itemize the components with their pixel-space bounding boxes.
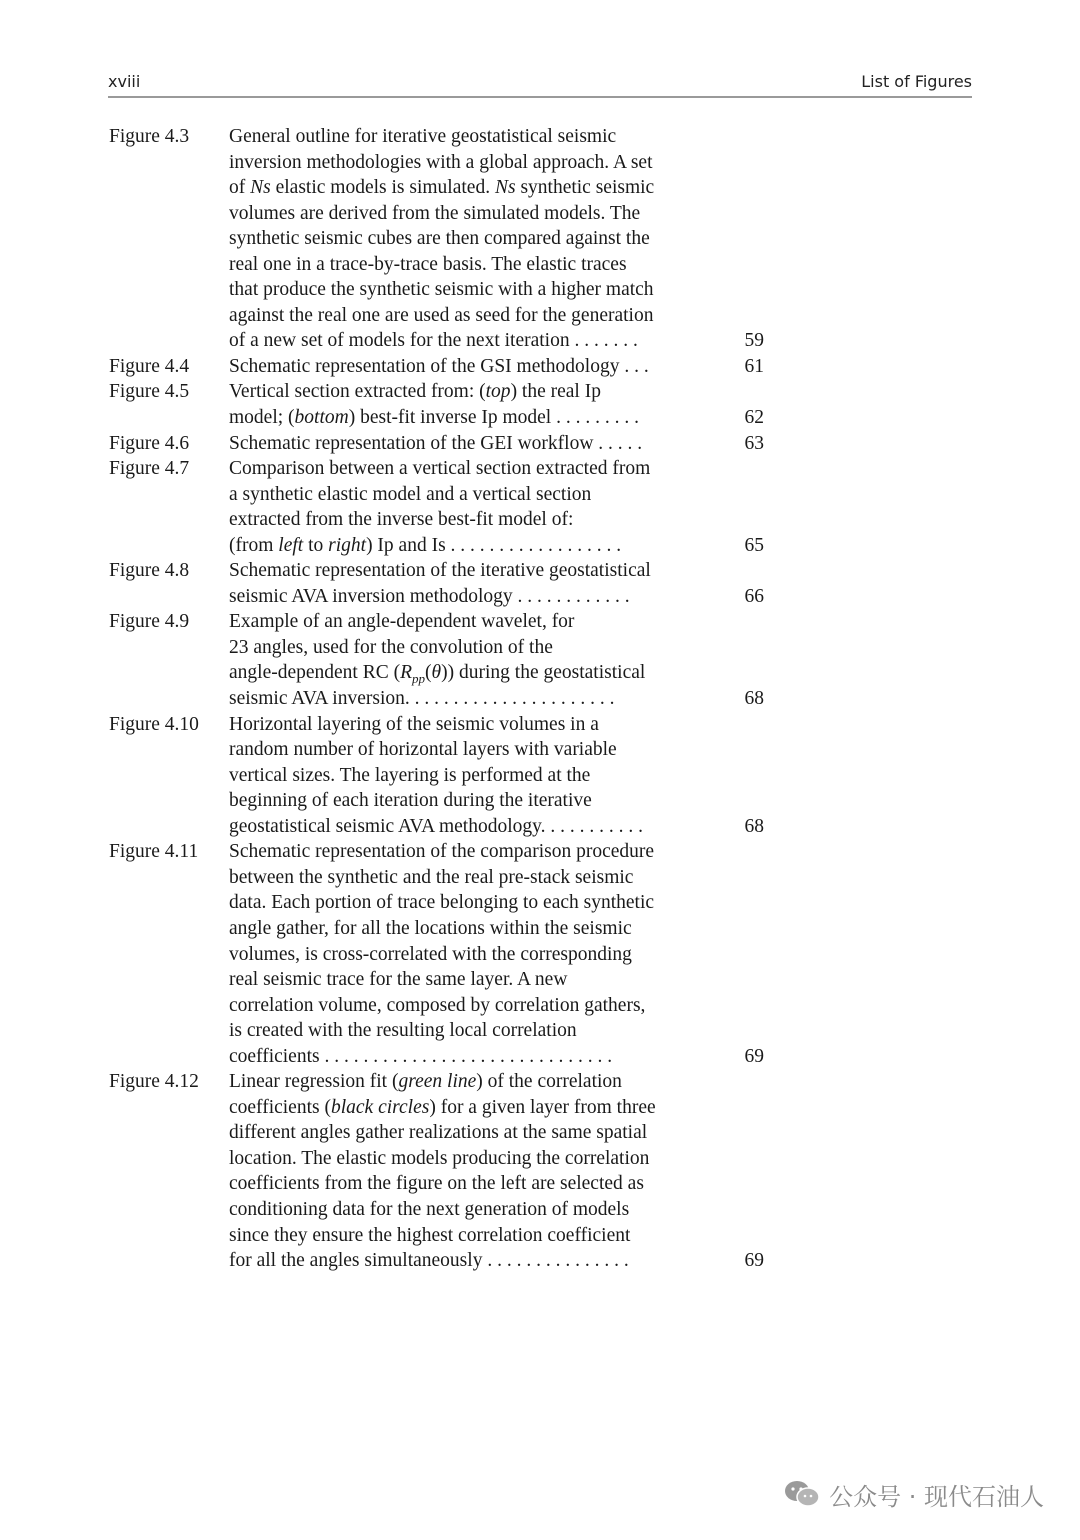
figure-caption-text <box>229 456 699 482</box>
caption-segment: conditioning data for the next generation of models <box>229 1198 630 1220</box>
dot-leader: . . . . . . . <box>569 330 638 352</box>
figure-caption-text <box>229 1120 699 1146</box>
caption-segment: ) of the correlation <box>476 1071 622 1093</box>
caption-segment: θ <box>431 662 442 684</box>
caption-segment: real seismic trace for the same layer. A new <box>229 969 568 991</box>
caption-segment: ) Ip and Is <box>366 534 446 556</box>
caption-segment: ) the real Ip <box>510 381 601 403</box>
caption-segment: (from <box>229 534 279 556</box>
caption-segment: real one in a trace-by-trace basis. The elastic traces <box>229 253 627 275</box>
figure-page-number: 65 <box>744 534 764 556</box>
figure-entry-line <box>0 686 1080 712</box>
figure-caption-text <box>229 150 699 176</box>
caption-segment: volumes are derived from the simulated models. The <box>229 202 641 224</box>
figure-caption-text <box>229 328 699 354</box>
caption-segment: vertical sizes. The layering is performed at the <box>229 764 591 786</box>
figure-entry <box>0 456 1080 558</box>
figure-entry-line <box>0 584 1080 610</box>
figure-label: Figure 4.11 <box>109 841 199 863</box>
caption-segment: inversion methodologies with a global approach. A set <box>229 151 653 173</box>
figure-entry-line <box>0 763 1080 789</box>
caption-segment: Ns <box>250 177 271 199</box>
caption-segment: model; ( <box>229 407 295 429</box>
figure-page-number: 62 <box>744 407 764 429</box>
running-title: List of Figures <box>861 72 972 91</box>
watermark <box>783 1474 1044 1514</box>
caption-segment: R <box>400 662 413 684</box>
figure-entry-line <box>0 967 1080 993</box>
figure-caption-text <box>229 865 699 891</box>
figure-caption-text <box>229 993 699 1019</box>
figure-entry-line <box>0 1044 1080 1070</box>
caption-segment: bottom <box>294 407 349 429</box>
caption-segment: Horizontal layering of the seismic volumes in a <box>229 713 599 735</box>
caption-segment: pp <box>412 671 426 687</box>
figure-caption-text <box>229 252 699 278</box>
figure-label: Figure 4.4 <box>109 355 190 377</box>
figure-page-number: 68 <box>744 815 764 837</box>
figure-entry-line <box>0 814 1080 840</box>
caption-segment: 23 angles, used for the convolution of the <box>229 636 553 658</box>
caption-segment: random number of horizontal layers with variable <box>229 739 617 761</box>
caption-segment: ( <box>425 662 432 684</box>
dot-leader: . . . . . . . . . . . . . . . . . . <box>445 534 622 556</box>
figure-caption-text <box>229 635 699 661</box>
figure-caption-text <box>229 226 699 252</box>
figure-entry <box>0 431 1080 457</box>
caption-segment: green line <box>398 1071 477 1093</box>
figure-entry-line <box>0 1095 1080 1121</box>
figure-page-number: 69 <box>744 1250 764 1272</box>
figure-entry-line <box>0 124 1080 150</box>
figure-entry-line <box>0 303 1080 329</box>
caption-segment: Schematic representation of the comparison procedure <box>229 841 655 863</box>
caption-segment: since they ensure the highest correlation coefficient <box>229 1224 631 1246</box>
caption-segment: synthetic seismic cubes are then compared against the <box>229 228 650 250</box>
figure-entry-line <box>0 1120 1080 1146</box>
figure-caption-text <box>229 354 699 380</box>
figure-label: Figure 4.10 <box>109 713 199 735</box>
figure-entry-line <box>0 150 1080 176</box>
caption-segment: extracted from the inverse best-fit model of: <box>229 509 574 531</box>
caption-segment: for all the angles simultaneously <box>229 1250 483 1272</box>
figure-label: Figure 4.8 <box>109 560 190 582</box>
figure-caption-text <box>229 737 699 763</box>
figure-entry-line <box>0 507 1080 533</box>
caption-segment: angle-dependent RC ( <box>229 662 401 684</box>
figure-caption-text <box>229 686 699 712</box>
caption-segment: Schematic representation of the GEI workflow <box>229 432 594 454</box>
caption-segment: against the real one are used as seed for the generation <box>229 304 654 326</box>
figure-caption-text <box>229 788 699 814</box>
caption-segment: General outline for iterative geostatistical seismic <box>229 126 617 147</box>
figure-entry-line <box>0 737 1080 763</box>
caption-segment: ) for a given layer from three <box>429 1096 656 1118</box>
figure-entry <box>0 1069 1080 1273</box>
figure-entry-line <box>0 405 1080 431</box>
figure-entry-line <box>0 890 1080 916</box>
caption-segment: black circles <box>330 1096 430 1118</box>
figure-page-number: 66 <box>744 585 764 607</box>
caption-segment: Example of an angle-dependent wavelet, for <box>229 611 575 633</box>
figure-entry-line <box>0 277 1080 303</box>
figure-entry-line <box>0 1018 1080 1044</box>
figure-entry-line <box>0 942 1080 968</box>
figure-caption-text <box>229 124 699 150</box>
dot-leader: . . . . . . . . . . . . . . . . . . . . . . . . . . . . . . <box>319 1045 613 1067</box>
figure-entry <box>0 124 1080 354</box>
figure-entry <box>0 354 1080 380</box>
figure-caption-text <box>229 405 699 431</box>
figure-caption-text <box>229 916 699 942</box>
caption-segment: data. Each portion of trace belonging to each synthetic <box>229 892 655 914</box>
figure-entry <box>0 609 1080 711</box>
figure-entry-line <box>0 1223 1080 1249</box>
figure-caption-text <box>229 763 699 789</box>
figure-label: Figure 4.3 <box>109 126 190 147</box>
caption-segment: that produce the synthetic seismic with a higher match <box>229 279 654 301</box>
figure-entry-line <box>0 175 1080 201</box>
figure-page-number: 63 <box>744 432 764 454</box>
caption-segment: Comparison between a vertical section extracted from <box>229 458 651 480</box>
figure-entry-line <box>0 1146 1080 1172</box>
figure-caption-text <box>229 814 699 840</box>
caption-segment: coefficients from the figure on the left are selected as <box>229 1173 644 1195</box>
figure-page-number: 69 <box>744 1045 764 1067</box>
dot-leader: . . . . . <box>593 432 643 454</box>
figure-caption-text <box>229 967 699 993</box>
figure-label: Figure 4.6 <box>109 432 190 454</box>
figure-label: Figure 4.7 <box>109 458 190 480</box>
figure-entry-line <box>0 1197 1080 1223</box>
figure-caption-text <box>229 712 699 738</box>
figure-entry-line <box>0 660 1080 686</box>
caption-segment: top <box>485 381 511 403</box>
figure-entry-line <box>0 788 1080 814</box>
figure-entry-line <box>0 993 1080 1019</box>
figure-entry <box>0 558 1080 609</box>
figure-caption-text <box>229 533 699 559</box>
figure-caption-text <box>229 1069 699 1095</box>
figure-caption-text <box>229 584 699 610</box>
caption-segment: a synthetic elastic model and a vertical section <box>229 483 592 505</box>
caption-segment: elastic models is simulated. <box>270 177 495 199</box>
dot-leader: . . . . . . . . . . . . . . . . . . . . . <box>409 688 615 710</box>
figure-entry-line <box>0 354 1080 380</box>
dot-leader: . . . <box>619 355 649 377</box>
caption-segment: different angles gather realizations at the same spatial <box>229 1122 648 1144</box>
dot-leader: . . . . . . . . . . . . <box>512 585 630 607</box>
figure-entry-line <box>0 865 1080 891</box>
figure-entry-line <box>0 712 1080 738</box>
figure-entry-line <box>0 482 1080 508</box>
figure-caption-text <box>229 609 699 635</box>
figure-entry <box>0 379 1080 430</box>
figure-caption-text <box>229 1248 699 1274</box>
figure-caption-text <box>229 482 699 508</box>
figure-entry-line <box>0 916 1080 942</box>
caption-segment: coefficients <box>229 1045 320 1067</box>
figure-caption-text <box>229 890 699 916</box>
figure-caption-text <box>229 839 699 865</box>
figure-caption-text <box>229 1197 699 1223</box>
figure-caption-text <box>229 558 699 584</box>
caption-segment: between the synthetic and the real pre-stack seismic <box>229 866 634 888</box>
figure-entry-line <box>0 226 1080 252</box>
figure-caption-text <box>229 175 699 201</box>
list-of-figures <box>0 124 1080 1274</box>
caption-segment: volumes, is cross-correlated with the corresponding <box>229 943 632 965</box>
figure-caption-text <box>229 431 699 457</box>
caption-segment: ) best-fit inverse Ip model <box>348 407 552 429</box>
dot-leader: . . . . . . . . . . <box>545 815 644 837</box>
caption-segment: Ns <box>494 177 516 199</box>
running-header <box>108 72 972 98</box>
figure-caption-text <box>229 1044 699 1070</box>
caption-segment: to <box>303 534 329 556</box>
figure-caption-text <box>229 942 699 968</box>
figure-label: Figure 4.12 <box>109 1071 199 1093</box>
caption-segment: right <box>328 534 367 556</box>
caption-segment: coefficients ( <box>229 1096 331 1118</box>
caption-segment: Schematic representation of the iterative geostatistical <box>229 560 651 582</box>
caption-segment: Schematic representation of the GSI methodology <box>229 355 620 377</box>
caption-segment: is created with the resulting local correlation <box>229 1020 577 1042</box>
figure-caption-text <box>229 507 699 533</box>
watermark-text: 公众号 · 现代石油人 <box>829 1482 1044 1511</box>
figure-entry-line <box>0 431 1080 457</box>
figure-caption-text <box>229 1146 699 1172</box>
dot-leader: . . . . . . . . . <box>551 407 639 429</box>
figure-caption-text <box>229 379 699 405</box>
figure-label: Figure 4.9 <box>109 611 190 633</box>
figure-entry-line <box>0 379 1080 405</box>
figure-entry <box>0 712 1080 840</box>
figure-caption-text <box>229 660 699 686</box>
figure-page-number: 59 <box>744 330 764 352</box>
figure-caption-text <box>229 277 699 303</box>
figure-entry-line <box>0 533 1080 559</box>
figure-entry-line <box>0 456 1080 482</box>
figure-entry-line <box>0 839 1080 865</box>
figure-entry-line <box>0 558 1080 584</box>
figure-entry-line <box>0 1248 1080 1274</box>
figure-label: Figure 4.5 <box>109 381 190 403</box>
caption-segment: of <box>229 177 251 199</box>
dot-leader: . . . . . . . . . . . . . . . <box>482 1250 629 1272</box>
caption-segment: Vertical section extracted from: ( <box>229 381 486 403</box>
figure-entry-line <box>0 201 1080 227</box>
caption-segment: of a new set of models for the next iteration <box>229 330 570 352</box>
caption-segment: )) during the geostatistical <box>441 662 646 684</box>
caption-segment: synthetic seismic <box>515 177 655 199</box>
caption-segment: Linear regression fit ( <box>229 1071 399 1093</box>
caption-segment: beginning of each iteration during the iterative <box>229 790 592 812</box>
figure-caption-text <box>229 1018 699 1044</box>
figure-entry-line <box>0 252 1080 278</box>
caption-segment: left <box>278 534 304 556</box>
figure-page-number: 68 <box>744 688 764 710</box>
figure-entry-line <box>0 1171 1080 1197</box>
caption-segment: seismic AVA inversion methodology <box>229 585 513 607</box>
caption-segment: location. The elastic models producing the correlation <box>229 1147 650 1169</box>
figure-caption-text <box>229 201 699 227</box>
figure-entry-line <box>0 1069 1080 1095</box>
figure-caption-text <box>229 1171 699 1197</box>
figure-entry-line <box>0 635 1080 661</box>
figure-caption-text <box>229 303 699 329</box>
figure-entry-line <box>0 609 1080 635</box>
figure-entry <box>0 839 1080 1069</box>
figure-caption-text <box>229 1223 699 1249</box>
figure-caption-text <box>229 1095 699 1121</box>
caption-segment: correlation volume, composed by correlation gathers, <box>229 994 646 1016</box>
page-number-roman: xviii <box>108 72 141 91</box>
caption-segment: seismic AVA inversion. <box>229 688 410 710</box>
caption-segment: angle gather, for all the locations within the seismic <box>229 917 632 939</box>
figure-entry-line <box>0 328 1080 354</box>
caption-segment: geostatistical seismic AVA methodology. <box>229 815 546 837</box>
figure-page-number: 61 <box>744 355 764 377</box>
wechat-icon <box>783 1479 821 1509</box>
